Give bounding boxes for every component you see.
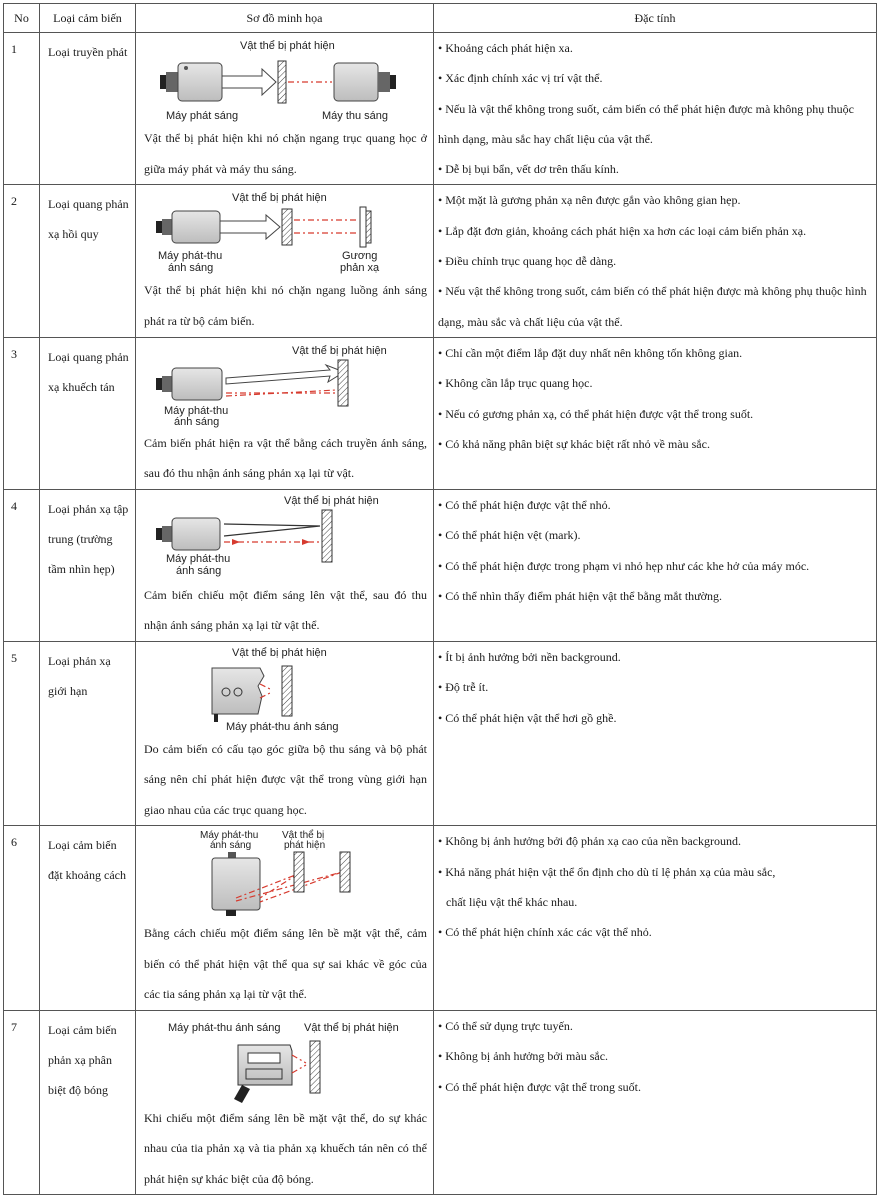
feature-item: • Có khả năng phân biệt sự khác biệt rất nhỏ về màu sắc. bbox=[438, 436, 710, 451]
sensor-type: Loại quang phản xạ hồi quy bbox=[40, 185, 136, 337]
header-features: Đặc tính bbox=[434, 4, 877, 33]
diagram-label-emitter: Máy phát-thu ánh sáng bbox=[226, 720, 339, 733]
diagram-cell bbox=[136, 33, 434, 185]
diagram-label-emitter: Máy phát-thu ánh sáng bbox=[168, 1021, 281, 1034]
features-cell bbox=[434, 1010, 877, 1195]
feature-item: • Dễ bị bụi bẩn, vết dơ trên thấu kính. bbox=[438, 162, 619, 177]
diagram-description: Do cảm biến có cấu tạo góc giữa bộ thu sáng và bộ phát sáng nên chỉ phát hiện được vật thể trong vùng giới hạn giao nhau của các trục quang học. bbox=[144, 741, 427, 817]
sensor-type: Loại quang phản xạ khuếch tán bbox=[40, 337, 136, 489]
diagram-cell bbox=[136, 185, 434, 337]
diagram-label-object: Vật thể bị phát hiện bbox=[292, 344, 387, 357]
diagram-label-emitter: Máy phát-thu bbox=[164, 404, 229, 417]
diagram-label-emitter-2: ánh sáng bbox=[176, 564, 222, 577]
diagram-cell bbox=[136, 826, 434, 1011]
feature-item: • Xác định chính xác vị trí vật thể. bbox=[438, 71, 603, 86]
diagram-cell bbox=[136, 489, 434, 641]
distance-setting-diagram bbox=[142, 826, 428, 918]
features-cell bbox=[434, 33, 877, 185]
diagram-label-emitter: Máy phát sáng bbox=[166, 110, 239, 122]
diagram-cell bbox=[136, 641, 434, 826]
header-no: No bbox=[4, 4, 40, 33]
row-number: 2 bbox=[4, 185, 40, 337]
row-number: 3 bbox=[4, 337, 40, 489]
diagram-description: Cảm biến phát hiện ra vật thể bằng cách truyền ánh sáng, sau đó thu nhận ánh sáng phản xạ lại từ vật. bbox=[144, 435, 427, 481]
feature-item: • Không cần lắp trục quang học. bbox=[438, 376, 593, 391]
header-type: Loại cảm biến bbox=[40, 4, 136, 33]
feature-item: • Khoảng cách phát hiện xa. bbox=[438, 41, 573, 55]
through-beam-diagram bbox=[142, 33, 428, 123]
diagram-description: Khi chiếu một điểm sáng lên bề mặt vật thể, do sự khác nhau của tia phản xạ và tia phản xạ khuếch tán nên có thể phát hiện sự khác biệt của độ bóng. bbox=[144, 1110, 427, 1186]
sensor-types-table bbox=[3, 3, 877, 1195]
feature-item: • Một mặt là gương phản xạ nên được gắn vào không gian hẹp. bbox=[438, 193, 741, 208]
row-number: 1 bbox=[4, 33, 40, 185]
diagram-label-emitter: Máy phát-thu bbox=[200, 830, 259, 842]
convergent-reflective-diagram bbox=[142, 490, 428, 580]
feature-item: chất liệu vật thể khác nhau. bbox=[446, 895, 578, 910]
retro-reflective-diagram bbox=[142, 185, 428, 275]
table-row bbox=[4, 33, 877, 185]
diagram-description: Vật thể bị phát hiện khi nó chặn ngang trục quang học ở giữa máy phát và máy thu sáng. bbox=[144, 131, 427, 176]
table-row bbox=[4, 489, 877, 641]
feature-item: • Không bị ảnh hưởng bởi độ phản xạ cao của nền background. bbox=[438, 834, 741, 849]
feature-item: • Có thể phát hiện chính xác các vật thể nhỏ. bbox=[438, 925, 652, 940]
feature-item: • Có thể phát hiện vệt (mark). bbox=[438, 528, 581, 543]
table-header-row bbox=[4, 4, 877, 33]
feature-item: • Không bị ảnh hưởng bởi màu sắc. bbox=[438, 1049, 609, 1064]
diagram-label-emitter: Máy phát-thu bbox=[166, 552, 231, 565]
table-row bbox=[4, 641, 877, 826]
diagram-label-object: Vật thể bị phát hiện bbox=[304, 1021, 399, 1034]
feature-item: • Độ trễ ít. bbox=[438, 680, 489, 695]
diagram-description: Cảm biến chiếu một điểm sáng lên vật thể, sau đó thu nhận ánh sáng phản xạ lại từ vật thể. bbox=[144, 587, 427, 633]
feature-item: • Có thể nhìn thấy điểm phát hiện vật thể bằng mắt thường. bbox=[438, 588, 722, 603]
feature-item: • Có thể phát hiện được trong phạm vi nhỏ hẹp như các khe hở của máy móc. bbox=[438, 558, 810, 573]
sensor-type: Loại phản xạ tập trung (trường tầm nhìn hẹp) bbox=[40, 489, 136, 641]
table-row bbox=[4, 1010, 877, 1195]
feature-item: • Có thể phát hiện được vật thể nhỏ. bbox=[438, 497, 611, 512]
feature-item: • Chỉ cần một điểm lắp đặt duy nhất nên không tốn không gian. bbox=[438, 345, 743, 360]
row-number: 7 bbox=[4, 1010, 40, 1195]
table-row bbox=[4, 337, 877, 489]
feature-item: • Có thể sử dụng trực tuyến. bbox=[438, 1018, 573, 1033]
features-cell bbox=[434, 337, 877, 489]
features-cell bbox=[434, 641, 877, 826]
feature-item: • Điều chỉnh trục quang học dễ dàng. bbox=[438, 254, 617, 269]
header-diagram: Sơ đồ minh họa bbox=[136, 4, 434, 33]
diagram-description: Vật thể bị phát hiện khi nó chặn ngang luồng ánh sáng phát ra từ bộ cảm biến. bbox=[144, 283, 427, 328]
diagram-cell bbox=[136, 1010, 434, 1195]
feature-item: • Nếu vật thể không trong suốt, cảm biến có thể phát hiện được mà không phụ thuộc hình dạng, màu sắc và chất liệu của vật thể. bbox=[438, 284, 867, 329]
features-cell bbox=[434, 826, 877, 1011]
diagram-label-emitter-2: ánh sáng bbox=[174, 415, 220, 428]
row-number: 6 bbox=[4, 826, 40, 1011]
limited-reflective-diagram bbox=[142, 642, 428, 734]
sensor-type: Loại phản xạ giới hạn bbox=[40, 641, 136, 826]
table-row bbox=[4, 826, 877, 1011]
diffuse-reflective-diagram bbox=[142, 338, 428, 428]
sensor-type: Loại cảm biến phản xạ phân biệt độ bóng bbox=[40, 1010, 136, 1195]
feature-item: • Nếu có gương phản xạ, có thể phát hiện được vật thể trong suốt. bbox=[438, 406, 754, 421]
row-number: 4 bbox=[4, 489, 40, 641]
feature-item: • Có thể phát hiện vật thể hơi gồ ghề. bbox=[438, 710, 617, 725]
diagram-label-receiver: Máy thu sáng bbox=[322, 110, 389, 122]
table-row bbox=[4, 185, 877, 337]
sensor-type: Loại cảm biến đặt khoảng cách bbox=[40, 826, 136, 1011]
diagram-description: Bằng cách chiếu một điểm sáng lên bề mặt vật thể, cảm biến có thể phát hiện vật thể qua sự sai khác về góc của các tia sáng phản xạ lại từ vật thể. bbox=[144, 926, 427, 1002]
diagram-label-object: Vật thể bị phát hiện bbox=[240, 40, 335, 52]
feature-item: • Lắp đặt đơn giản, khoảng cách phát hiện xa hơn các loại cảm biến phản xạ. bbox=[438, 223, 807, 238]
feature-item: • Ít bị ảnh hưởng bởi nền background. bbox=[438, 649, 621, 664]
features-cell bbox=[434, 185, 877, 337]
diagram-label-mirror: Gương bbox=[342, 250, 378, 263]
glossiness-diagram bbox=[142, 1011, 428, 1103]
diagram-cell bbox=[136, 337, 434, 489]
diagram-label-object-2: phát hiện bbox=[284, 840, 326, 852]
sensor-type: Loại truyền phát bbox=[40, 33, 136, 185]
diagram-label-object: Vật thể bị bbox=[282, 830, 325, 842]
diagram-label-emitter-2: ánh sáng bbox=[168, 262, 214, 275]
features-cell bbox=[434, 489, 877, 641]
feature-item: • Có thể phát hiện được vật thể trong suốt. bbox=[438, 1079, 642, 1094]
row-number: 5 bbox=[4, 641, 40, 826]
diagram-label-emitter: Máy phát-thu bbox=[158, 250, 223, 263]
feature-item: • Khả năng phát hiện vật thể ổn định cho dù tỉ lệ phản xạ của màu sắc, bbox=[438, 864, 776, 879]
diagram-label-object: Vật thể bị phát hiện bbox=[232, 646, 327, 659]
diagram-label-mirror-2: phản xạ bbox=[340, 262, 380, 275]
diagram-label-emitter-2: ánh sáng bbox=[210, 840, 252, 852]
diagram-label-object: Vật thể bị phát hiện bbox=[232, 192, 327, 205]
feature-item: • Nếu là vật thể không trong suốt, cảm biến có thể phát hiện được mà không phụ thuộc hình dạng, màu sắc hay chất liệu của vật thể. bbox=[438, 101, 854, 146]
diagram-label-object: Vật thể bị phát hiện bbox=[284, 494, 379, 507]
